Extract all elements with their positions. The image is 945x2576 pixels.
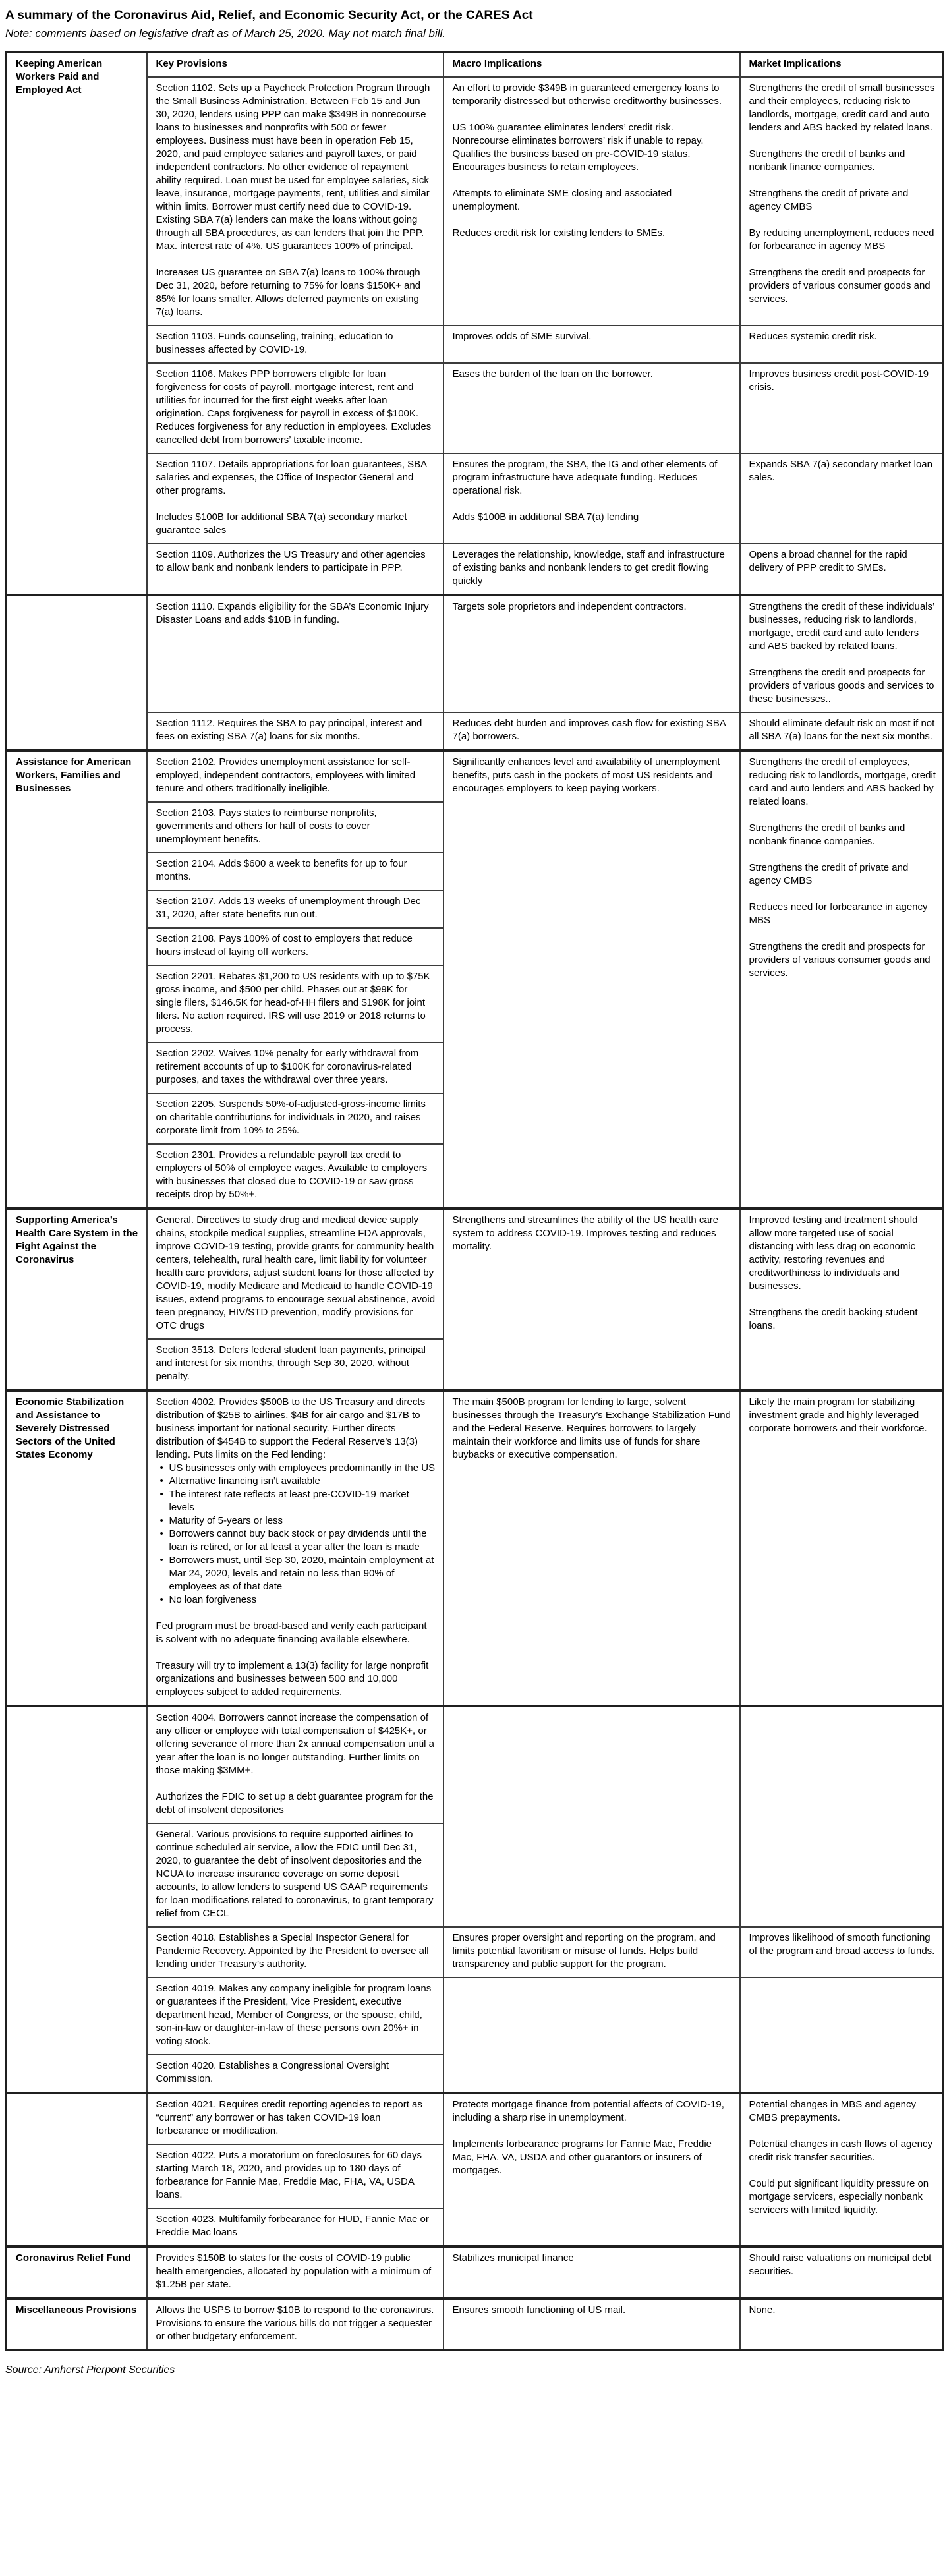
key-provision-cell: Provides $150B to states for the costs of COVID-19 public health emergencies, allocated by population with a minimum of $1.25B per state. [147, 2247, 444, 2299]
paragraph: Section 1102. Sets up a Paycheck Protection Program through the Small Business Administration. Between Feb 15 and Jun 30, 2020, lenders using PPP can make $349B in nonrecourse loans to businesses and nonprofits with 500 or fewer employees. Business must have been in operation Feb 15, 2020, and paid employee salaries and payroll taxes, or paid independent contractors. No other evidence of repayment ability required. Loan must be used for employee salaries, sick leave, insurance, mortgage payments, rent, utilities and similar within limits. Borrower must certify need due to COVID-19. Existing SBA 7(a) lenders can make the loans without going through all SBA procedures, as can lenders that join the PPP. Max. interest rate of 4%. US guarantees 100% of principal. [156, 82, 430, 252]
paragraph: Authorizes the FDIC to set up a debt guarantee program for the debt of insolvent depositories [156, 1790, 434, 1816]
table-row [7, 1706, 944, 1823]
market-implications-cell [740, 751, 944, 1209]
section-label-cell [7, 595, 147, 751]
table-row [7, 595, 944, 712]
paragraph: Potential changes in MBS and agency CMBS prepayments. [749, 2098, 916, 2123]
table-row [7, 326, 944, 363]
column-header-key-provisions: Key Provisions [147, 52, 444, 77]
key-provision-cell: Section 1112. Requires the SBA to pay principal, interest and fees on existing SBA 7(a) loans for six months. [147, 712, 444, 751]
section-label-cell: Miscellaneous Provisions [7, 2299, 147, 2351]
table-row [7, 453, 944, 544]
key-provision-cell: Section 1103. Funds counseling, training, education to businesses affected by COVID-19. [147, 326, 444, 363]
paragraph: Strengthens the credit and prospects for providers of various consumer goods and services. [749, 266, 931, 304]
paragraph: • Alternative financing isn’t available [156, 1475, 436, 1488]
paragraph: Could put significant liquidity pressure on mortgage servicers, especially nonbank servicers with limited liquidity. [749, 2177, 929, 2216]
paragraph: Protects mortgage finance from potential affects of COVID-19, including a sharp rise in unemployment. [452, 2098, 724, 2123]
paragraph: Strengthens the credit of private and agency CMBS [749, 187, 909, 212]
section-label-cell: Assistance for American Workers, Families and Businesses [7, 751, 147, 1209]
macro-implications-cell: Stabilizes municipal finance [444, 2247, 740, 2299]
paragraph: • Borrowers cannot buy back stock or pay dividends until the loan is retired, or for at least a year after the loan is made [156, 1528, 436, 1554]
market-implications-cell: Opens a broad channel for the rapid delivery of PPP credit to SMEs. [740, 544, 944, 595]
table-row [7, 1927, 944, 1978]
market-implications-cell [740, 77, 944, 326]
macro-implications-cell: Eases the burden of the loan on the borrower. [444, 363, 740, 453]
paragraph: Potential changes in cash flows of agency credit risk transfer securities. [749, 2138, 933, 2163]
key-provision-cell: Allows the USPS to borrow $10B to respond to the coronavirus. Provisions to ensure the various bills do not trigger a sequester or other budgetary enforcement. [147, 2299, 444, 2351]
key-provision-cell: Section 1110. Expands eligibility for the SBA’s Economic Injury Disaster Loans and adds $10B in funding. [147, 595, 444, 712]
market-implications-cell [740, 595, 944, 712]
key-provision-cell: Section 2201. Rebates $1,200 to US residents with up to $75K gross income, and $500 per child. Phases out at $99K for single filers, $146.5K for head-of-HH filers and $198K for joint filers. No action required. IRS will use 2019 or 2018 returns to process. [147, 965, 444, 1043]
market-implications-cell: Expands SBA 7(a) secondary market loan sales. [740, 453, 944, 544]
key-provision-cell [147, 1390, 444, 1706]
table-row [7, 2247, 944, 2299]
market-implications-cell: Reduces systemic credit risk. [740, 326, 944, 363]
paragraph: An effort to provide $349B in guaranteed emergency loans to temporarily distressed but otherwise creditworthy businesses. [452, 82, 722, 107]
section-label-cell: Economic Stabilization and Assistance to Severely Distressed Sectors of the United States Economy [7, 1390, 147, 1706]
macro-implications-cell [444, 1978, 740, 2093]
market-implications-cell [740, 1209, 944, 1390]
table-row [7, 751, 944, 802]
table-row [7, 2299, 944, 2351]
paragraph: Implements forbearance programs for Fannie Mae, Freddie Mac, FHA, VA, USDA and other guarantors or insurers of mortgages. [452, 2138, 712, 2176]
key-provision-cell: Section 2104. Adds $600 a week to benefits for up to four months. [147, 853, 444, 890]
table-row [7, 363, 944, 453]
paragraph: US 100% guarantee eliminates lenders’ credit risk. Nonrecourse eliminates borrowers’ risk if unable to repay. Qualifies the business based on pre-COVID-19 status. Encourages business to retain employees. [452, 121, 704, 173]
table-header-row [7, 52, 944, 77]
key-provision-cell: Section 1106. Makes PPP borrowers eligible for loan forgiveness for costs of payroll, mortgage interest, rent and utilities for incurred for the first eight weeks after loan origination. Caps forgiveness for payroll in excess of $100K. Reduces forgiveness for any reduction in employees. Excludes cancelled debt from borrowers’ taxable income. [147, 363, 444, 453]
macro-implications-cell: Improves odds of SME survival. [444, 326, 740, 363]
key-provision-cell: Section 2202. Waives 10% penalty for early withdrawal from retirement accounts of up to $100K for coronavirus-related purposes, and taxes the withdrawal over three years. [147, 1043, 444, 1093]
key-provision-cell: Section 4022. Puts a moratorium on foreclosures for 60 days starting March 18, 2020, and provides up to 180 days of forbearance for Fannie Mae, Freddie Mac, FHA, VA, USDA loans. [147, 2144, 444, 2208]
paragraph: Strengthens the credit of these individuals’ businesses, reducing risk to landlords, mortgage, credit card and auto lenders and ABS backed by related loans. [749, 600, 934, 652]
paragraph: • US businesses only with employees predominantly in the US [156, 1462, 436, 1475]
market-implications-cell: Improves likelihood of smooth functioning of the program and broad access to funds. [740, 1927, 944, 1978]
paragraph: Increases US guarantee on SBA 7(a) loans to 100% through Dec 31, 2020, before returning to 75% for loans $150K+ and 85% for loans smaller. Allows deferred payments on existing 7(a) loans. [156, 266, 421, 318]
section-label-cell [7, 2093, 147, 2247]
paragraph: Strengthens the credit of banks and nonbank finance companies. [749, 148, 905, 173]
paragraph: Strengthens the credit and prospects for providers of various consumer goods and services. [749, 940, 931, 979]
macro-implications-cell [444, 453, 740, 544]
macro-implications-cell [444, 2093, 740, 2247]
paragraph: Strengthens the credit backing student loans. [749, 1306, 918, 1331]
page-title: A summary of the Coronavirus Aid, Relief, and Economic Security Act, or the CARES Act [5, 9, 533, 22]
paragraph: Strengthens the credit of private and agency CMBS [749, 861, 909, 886]
paragraph: Reduces credit risk for existing lenders to SMEs. [452, 227, 666, 239]
section-label-cell: Keeping American Workers Paid and Employed Act [7, 52, 147, 595]
macro-implications-cell: Leverages the relationship, knowledge, staff and infrastructure of existing banks and nonbank lenders to get credit flowing quickly [444, 544, 740, 595]
key-provision-cell: Section 4019. Makes any company ineligible for program loans or guarantees if the President, Vice President, executive department head, Member of Congress, or the spouse, child, son-in-law or daughter-in-law of these persons own 20%+ in voting stock. [147, 1978, 444, 2055]
key-provision-cell: Section 3513. Defers federal student loan payments, principal and interest for six months, through Sep 30, 2020, without penalty. [147, 1339, 444, 1390]
column-header-market-implications: Market Implications [740, 52, 944, 77]
paragraph: Strengthens the credit and prospects for providers of various goods and services to these businesses.. [749, 666, 934, 704]
key-provision-cell: Section 4023. Multifamily forbearance for HUD, Fannie Mae or Freddie Mac loans [147, 2208, 444, 2247]
table-row [7, 2093, 944, 2144]
key-provision-cell: Section 2102. Provides unemployment assistance for self-employed, independent contractors, employees with limited tenure and others traditionally ineligible. [147, 751, 444, 802]
key-provision-cell: Section 4018. Establishes a Special Inspector General for Pandemic Recovery. Appointed by the President to oversee all lending under Treasury’s authority. [147, 1927, 444, 1978]
paragraph: • The interest rate reflects at least pre-COVID-19 market levels [156, 1488, 436, 1514]
paragraph: Section 4004. Borrowers cannot increase the compensation of any officer or employee with total compensation of $425K+, or offering severance of more than 2x annual compensation until a year after the loan is no longer outstanding. Further limits on those making $3MM+. [156, 1711, 434, 1776]
macro-implications-cell: Significantly enhances level and availability of unemployment benefits, puts cash in the pockets of most US residents and encourages employers to keep paying workers. [444, 751, 740, 1209]
market-implications-cell: Improves business credit post-COVID-19 crisis. [740, 363, 944, 453]
macro-implications-cell [444, 77, 740, 326]
paragraph: Includes $100B for additional SBA 7(a) secondary market guarantee sales [156, 511, 407, 536]
table-row [7, 544, 944, 595]
paragraph: • Borrowers must, until Sep 30, 2020, maintain employment at Mar 24, 2020, levels and retain no less than 90% of employees as of that date [156, 1554, 436, 1593]
paragraph: Section 4002. Provides $500B to the US Treasury and directs distribution of $25B to airlines, $4B for air cargo and $17B to business important for national security. Further directs distribution of $454B to support the Federal Reserve’s 13(3) lending. Puts limits on the Fed lending: [156, 1396, 426, 1460]
section-label-cell: Coronavirus Relief Fund [7, 2247, 147, 2299]
paragraph: Section 1107. Details appropriations for loan guarantees, SBA salaries and expenses, the Office of Inspector General and other programs. [156, 458, 427, 496]
paragraph: Strengthens the credit of small businesses and their employees, reducing risk to landlords, mortgage, credit card and auto lenders and ABS backed by related loans. [749, 82, 935, 133]
paragraph: Strengthens the credit of employees, reducing risk to landlords, mortgage, credit card and auto lenders and ABS backed by related loans. [749, 756, 936, 807]
key-provision-cell [147, 77, 444, 326]
paragraph: Ensures the program, the SBA, the IG and other elements of program infrastructure have adequate funding. Reduces operational risk. [452, 458, 718, 496]
table-row [7, 1978, 944, 2055]
source-note: Source: Amherst Pierpont Securities [5, 2364, 175, 2376]
table-row [7, 712, 944, 751]
key-provision-cell [147, 1706, 444, 1823]
market-implications-cell: Should eliminate default risk on most if not all SBA 7(a) loans for the next six months. [740, 712, 944, 751]
macro-implications-cell: Ensures proper oversight and reporting on the program, and limits potential favoritism or misuse of funds. Helps build transparency and public support for the program. [444, 1927, 740, 1978]
paragraph: • Maturity of 5-years or less [156, 1514, 436, 1528]
key-provision-cell: Section 4020. Establishes a Congressional Oversight Commission. [147, 2055, 444, 2093]
market-implications-cell [740, 2093, 944, 2247]
paragraph: Reduces need for forbearance in agency MBS [749, 901, 928, 926]
cares-act-summary-table [5, 51, 944, 2351]
market-implications-cell: None. [740, 2299, 944, 2351]
key-provision-cell: Section 4021. Requires credit reporting agencies to report as “current” any borrower or has taken COVID-19 loan forbearance or modification. [147, 2093, 444, 2144]
paragraph: Strengthens the credit of banks and nonbank finance companies. [749, 822, 905, 847]
paragraph: Adds $100B in additional SBA 7(a) lending [452, 511, 639, 523]
paragraph: Attempts to eliminate SME closing and associated unemployment. [452, 187, 672, 212]
page-note: Note: comments based on legislative draft as of March 25, 2020. May not match final bill. [5, 26, 446, 40]
key-provision-cell: Section 1109. Authorizes the US Treasury and other agencies to allow bank and nonbank lenders to participate in PPP. [147, 544, 444, 595]
key-provision-cell: General. Various provisions to require supported airlines to continue scheduled air service, allow the FDIC until Dec 31, 2020, to guarantee the debt of insolvent depositories and the NCUA to increase insurance coverage on some deposit accounts, to allow lenders to suspend US GAAP requirements for loan modifications related to coronavirus, to grant temporary relief from CECL [147, 1823, 444, 1927]
key-provision-cell: Section 2205. Suspends 50%-of-adjusted-gross-income limits on charitable contributions for individuals in 2020, and raises corporate limit from 10% to 25%. [147, 1093, 444, 1144]
paragraph: By reducing unemployment, reduces need for forbearance in agency MBS [749, 227, 934, 252]
key-provision-cell: Section 2301. Provides a refundable payroll tax credit to employers of 50% of employee wages. Available to employers with businesses that closed due to COVID-19 or saw gross receipts drop by 50%+. [147, 1144, 444, 1209]
table-row [7, 1390, 944, 1706]
key-provision-cell: Section 2108. Pays 100% of cost to employers that reduce hours instead of laying off workers. [147, 928, 444, 965]
key-provision-cell: Section 2107. Adds 13 weeks of unemployment through Dec 31, 2020, after state benefits run out. [147, 890, 444, 928]
macro-implications-cell: Targets sole proprietors and independent contractors. [444, 595, 740, 712]
column-header-macro-implications: Macro Implications [444, 52, 740, 77]
market-implications-cell [740, 1978, 944, 2093]
paragraph: • No loan forgiveness [156, 1593, 436, 1607]
macro-implications-cell: Strengthens and streamlines the ability of the US health care system to address COVID-19. Improves testing and reduces mortality. [444, 1209, 740, 1390]
macro-implications-cell [444, 1706, 740, 1927]
key-provision-cell: General. Directives to study drug and medical device supply chains, stockpile medical supplies, streamline FDA approvals, improve COVID-19 testing, provide grants for community health centers, telehealth, rural health care, limit liability for volunteer health care providers, adjust student loans for those affected by COVID-19, modify Medicare and Medicaid to handle COVID-19 issues, extend programs to encourage sexual abstinence, avoid teen pregnancy, HIV/STD prevention, modify provisions for OTC drugs [147, 1209, 444, 1339]
market-implications-cell: Should raise valuations on municipal debt securities. [740, 2247, 944, 2299]
key-provision-cell [147, 453, 444, 544]
section-label-cell [7, 1706, 147, 2093]
market-implications-cell [740, 1706, 944, 1927]
macro-implications-cell: Reduces debt burden and improves cash flow for existing SBA 7(a) borrowers. [444, 712, 740, 751]
macro-implications-cell: The main $500B program for lending to large, solvent businesses through the Treasury’s Exchange Stabilization Fund and the Federal Reserve. Requires borrowers to largely maintain their workforce and limits use of funds for share buybacks or executive compensation. [444, 1390, 740, 1706]
macro-implications-cell: Ensures smooth functioning of US mail. [444, 2299, 740, 2351]
paragraph: Improved testing and treatment should allow more targeted use of social distancing with less drag on economic activity, restoring revenues and creditworthiness to individuals and businesses. [749, 1214, 918, 1292]
paragraph: Treasury will try to implement a 13(3) facility for large nonprofit organizations and businesses between 500 and 10,000 employees subject to added requirements. [156, 1659, 429, 1698]
table-row [7, 1209, 944, 1339]
market-implications-cell: Likely the main program for stabilizing investment grade and highly leveraged corporate borrowers and their workforce. [740, 1390, 944, 1706]
key-provision-cell: Section 2103. Pays states to reimburse nonprofits, governments and others for half of costs to cover unemployment benefits. [147, 802, 444, 853]
section-label-cell: Supporting America’s Health Care System in the Fight Against the Coronavirus [7, 1209, 147, 1390]
table-row [7, 77, 944, 326]
paragraph: Fed program must be broad-based and verify each participant is solvent with no adequate financing available elsewhere. [156, 1620, 427, 1645]
